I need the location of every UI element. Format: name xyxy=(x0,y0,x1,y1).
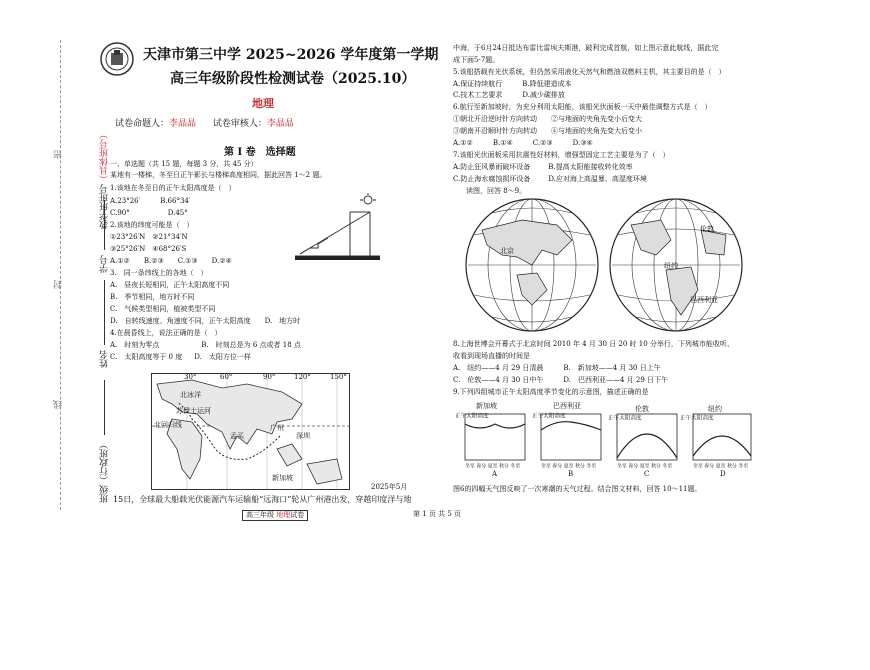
school-title: 天津市第三中学 2025~2026 学年度第一学期 xyxy=(143,47,439,63)
q7-options: C.防止海水腐蚀损坏设备 D.应对海上高温暴、高湿度环境 xyxy=(453,175,647,183)
exam-title: 高三年级阶段性检测试卷（2025.10） xyxy=(170,71,416,87)
q1-options-a: A.23°26′ B.66°34′ xyxy=(110,197,191,205)
name-underline xyxy=(104,280,105,345)
q3-option: A. 昼夜长短相同，正午太阳高度不同 xyxy=(110,281,230,289)
chart-ylabel: 正午太阳高度 xyxy=(532,412,566,420)
page-number: 第 1 页 共 5 页 xyxy=(413,510,462,518)
seal-char: 线 xyxy=(54,400,64,409)
continued-text: 成下面5-7题。 xyxy=(453,56,500,64)
school-logo xyxy=(100,42,134,76)
q2-item: ①23°26′N ②21°34′N xyxy=(110,233,188,241)
chart-letter: C xyxy=(644,470,650,478)
subject-title: 地理 xyxy=(252,97,274,110)
chart-x: 冬至 春分 夏至 秋分 冬至 xyxy=(465,463,521,469)
chart-x: 冬至 春分 夏至 秋分 冬至 xyxy=(541,463,597,469)
map-label: 北回归线 xyxy=(154,421,182,429)
map-label: 北冰洋 xyxy=(180,391,201,399)
q8-options: C. 伦敦——4 月 30 日中午 D. 巴西利亚——4 月 29 日下午 xyxy=(453,376,668,384)
continued-text: 中海，于6月24日抵达布雷比雷埃夫斯港，破利完成首航，如上图示意此航线，据此完 xyxy=(453,44,719,52)
q6-stem: 6.航行至新加坡时，为充分利用太阳能，该船光伏面板一天中最佳调整方式是（ ） xyxy=(453,103,712,111)
map-label: 孟买 xyxy=(230,432,244,440)
q7-options: A.防止狂风暴雨破坏设备 B.提高太阳能接收转化效率 xyxy=(453,163,633,171)
q10-intro: 图6的四幅天气图反映了一次寒潮的天气过程。结合图文材料，回答 10～11题。 xyxy=(453,485,702,493)
chart-x: 冬至 春分 夏至 秋分 冬至 xyxy=(617,463,673,469)
q4-options-cd: C. 太阳高度等于 0 度 D. 太阳方位一样 xyxy=(110,353,251,361)
globe-label: 巴西利亚 xyxy=(690,296,718,304)
stair-diagram xyxy=(290,192,390,270)
intro-text: 某地有一楼梯，冬至日正午影长与楼梯高度相同，据此回答 1～2 题。 xyxy=(110,171,327,179)
q8-options: A. 纽约——4 月 29 日清晨 B. 新加坡——4 月 30 日上午 xyxy=(453,364,661,372)
chart-letter: A xyxy=(492,470,498,478)
bottom-text: 15日，全球最大船载光伏能源汽车运输船“远海口”轮从广州港出发，穿越印度洋与地 xyxy=(113,495,412,504)
chart-x: 冬至 春分 夏至 秋分 冬至 xyxy=(693,463,749,469)
q4-stem: 4.在晨昏线上，说法正确的是（ ） xyxy=(110,329,222,337)
q4-options-ab: A. 时刻为零点 B. 时刻总是为 6 点或者 18 点 xyxy=(110,341,301,349)
map-lon: 30° xyxy=(184,373,197,381)
q3-option: B. 季节相同，地方时不同 xyxy=(110,293,195,301)
seal-char: 封 xyxy=(54,280,64,289)
q9-stem: 9.下列四组城市正午太阳高度季节变化的示意图，描述正确的是 xyxy=(453,388,649,396)
chart-ylabel: 正午太阳高度 xyxy=(608,414,642,422)
chart-city: 伦敦 xyxy=(635,405,649,413)
globe-label: 伦敦 xyxy=(700,225,714,233)
chart-letter: B xyxy=(568,470,574,478)
chart-letter: D xyxy=(720,470,726,478)
q7-stem: 7.该船光伏面板采用抗震性好材料，增强型固定工艺主要是为了（ ） xyxy=(453,151,670,159)
footer-tag: 高三年级 地理试卷 xyxy=(242,510,308,521)
chart-city: 巴西利亚 xyxy=(553,402,581,410)
q6-item: ③朝南开沿顺时针方向转动 ④与地面的夹角先变大后变小 xyxy=(453,127,642,135)
map-lon: 90° xyxy=(263,373,276,381)
q1-stem: 1.该地在冬至日的正午太阳高度是（ ） xyxy=(110,184,236,192)
part1-title: 第 I 卷 选择题 xyxy=(224,147,296,158)
map-label: 苏伊士运河 xyxy=(176,407,211,415)
q2-stem: 2.该地的纬度可能是（ ） xyxy=(110,221,194,229)
class-label: 班级（行政班） xyxy=(100,440,110,503)
q8-stem-b: 收看到现场直播的时间是 xyxy=(453,352,530,360)
seal-char: 密 xyxy=(54,150,64,159)
class-underline xyxy=(104,380,105,435)
q6-item: ①朝北开沿逆时针方向转动 ②与地面的夹角先变小后变大 xyxy=(453,115,642,123)
q8-intro: 读图，回答 8～9。 xyxy=(466,187,527,195)
map-label: 广州 xyxy=(270,424,284,432)
map-lon: 120° xyxy=(294,373,311,381)
map-lon: 150° xyxy=(330,373,347,381)
chart-ylabel: 正午太阳高度 xyxy=(455,412,489,420)
q8-stem: 8.上海世博会开幕式于北京时间 2010 年 4 月 30 日 20 时 10 分举行，下列城市能收听、 xyxy=(453,340,734,348)
q5-options: C.技术工艺要求 D.减少碳排放 xyxy=(453,91,565,99)
q3-option: C. 气候类型相同，植被类型不同 xyxy=(110,305,216,313)
q6-options: A.①② B.①④ C.②③ D.③④ xyxy=(453,139,593,147)
globe-left xyxy=(462,195,602,335)
q5-options: A.保证持续航行 B.降低建造成本 xyxy=(453,80,572,88)
q2-item: ③25°26′N ④68°26′S xyxy=(110,245,187,253)
globe-label: 北京 xyxy=(500,247,514,255)
map-label: 深圳 xyxy=(296,432,310,440)
chart-ylabel: 正午太阳高度 xyxy=(680,414,714,422)
id-label: 学号 xyxy=(100,255,110,273)
q2-options: A.①② B.②③ C.①③ D.②④ xyxy=(110,257,232,265)
date-note: 2025年5月 xyxy=(371,483,408,491)
name-label: 姓名 xyxy=(100,350,110,368)
teach-class-label: 教学班班号（具体班号） xyxy=(100,130,110,229)
q1-options-c: C.90° D.45° xyxy=(110,209,188,217)
author-line: 试卷命题人：李晶晶 试卷审核人：李晶晶 xyxy=(115,119,294,129)
map-lon: 60° xyxy=(220,373,233,381)
globe-label: 纽约 xyxy=(664,262,678,270)
q5-stem: 5.该船搭载有光伏系统，但仍然采用液化天然气和燃油双燃料主机，其主要目的是（ ） xyxy=(453,68,726,76)
section-heading: 一、单选题（共 15 题，每题 3 分，共 45 分） xyxy=(110,160,258,168)
chart-city: 纽约 xyxy=(708,405,722,413)
map-label: 新加坡 xyxy=(272,474,293,482)
chart-city: 新加坡 xyxy=(476,402,497,410)
q3-option: D. 自转线速度、角速度不同，正午太阳高度 D. 地方时 xyxy=(110,317,301,325)
q3-stem: 3. 同一条纬线上的各地（ ） xyxy=(110,269,208,277)
seal-line xyxy=(60,40,61,510)
